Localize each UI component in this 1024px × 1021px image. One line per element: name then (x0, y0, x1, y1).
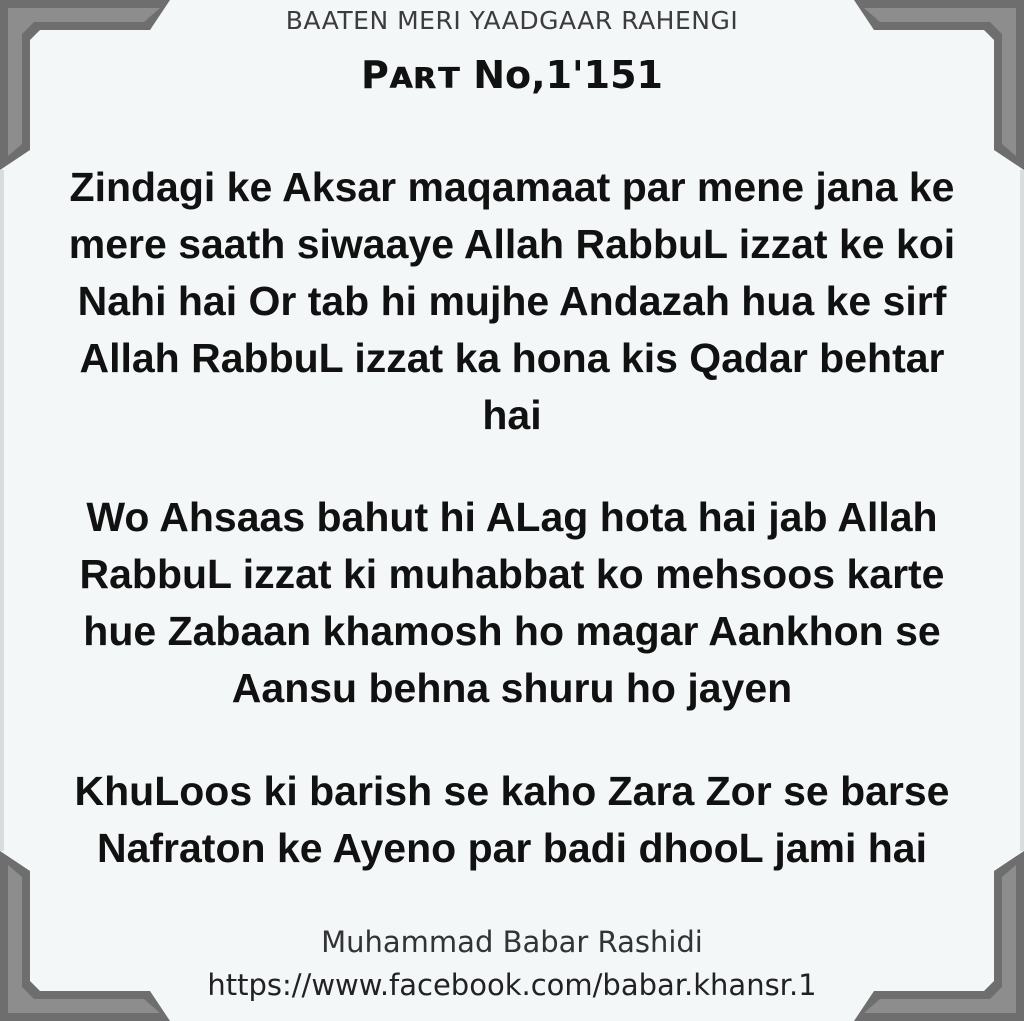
facebook-link[interactable]: https://www.facebook.com/babar.khansr.1 (207, 968, 817, 1002)
frame-edge-right (1020, 170, 1024, 851)
paragraph-3: KhuLoos ki barish se kaho Zara Zor se barse Nafraton ke Ayeno par badi dhooL jami hai (74, 768, 950, 871)
paragraph-1: Zindagi ke Aksar maqamaat par mene jana ke mere saath siwaaye Allah RabbuL izzat ke koi Nahi hai Or tab hi mujhe Andazah hua ke sirf Allah RabbuL izzat ka hona kis Qadar behtar hai (68, 164, 956, 438)
author-name: Muhammad Babar Rashidi (321, 925, 703, 959)
series-title: BAATEN MERI YAADGAAR RAHENGI (285, 6, 739, 35)
paragraph-2: Wo Ahsaas bahut hi ALag hota hai jab Allah RabbuL izzat ki muhabbat ko mehsoos karte hue Zabaan khamosh ho magar Aankhon se Aansu behna shuru ho jayen (79, 494, 945, 711)
part-number: Pᴀʀᴛ No,1'151 (360, 53, 663, 97)
frame-edge-left (0, 170, 4, 851)
